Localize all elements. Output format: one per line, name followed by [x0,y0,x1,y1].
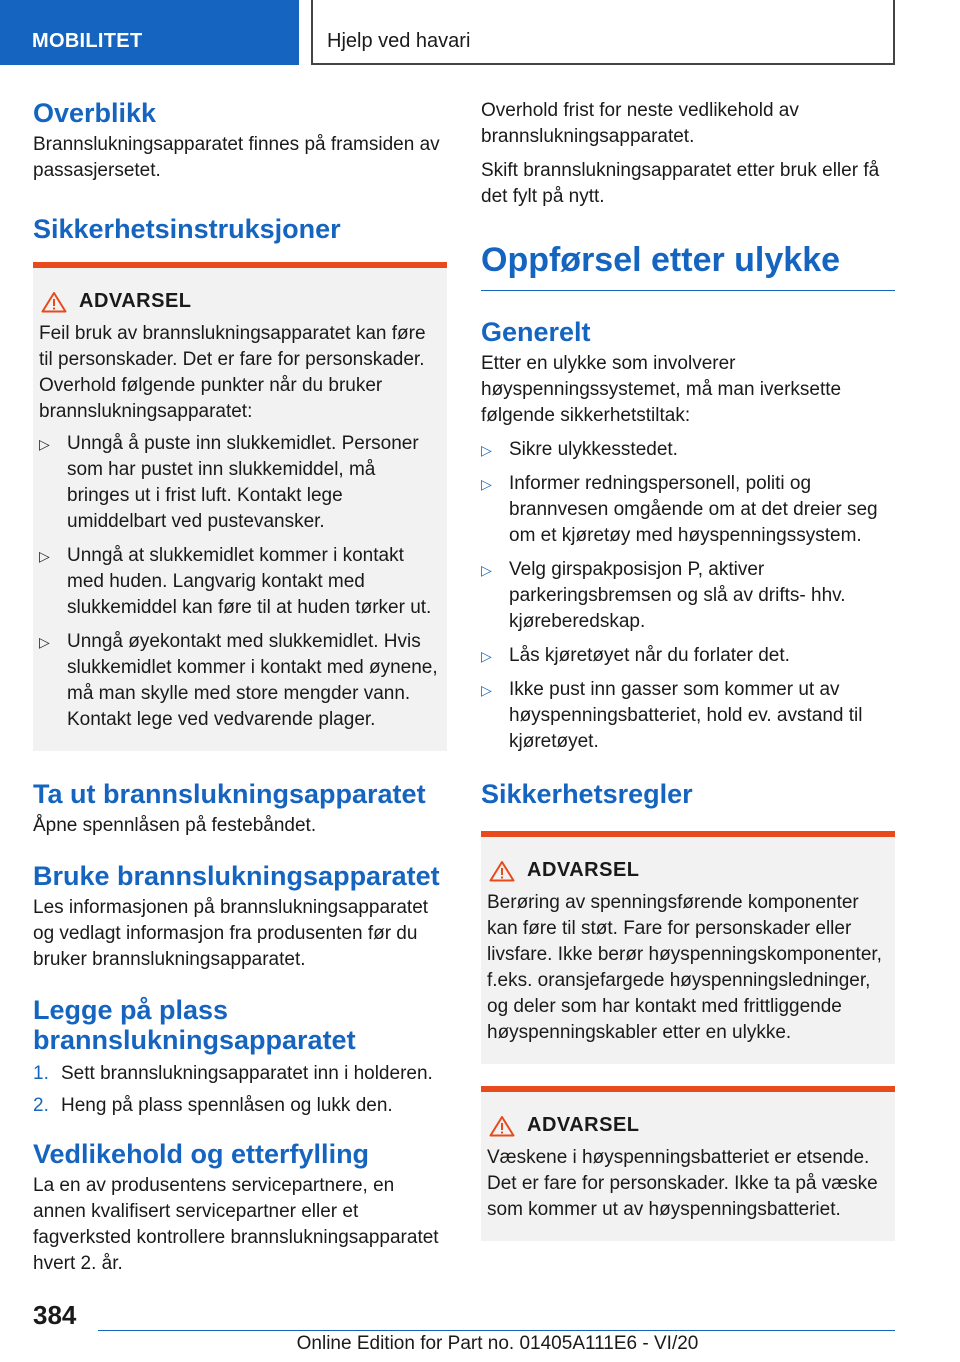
warning-header [487,1114,889,1137]
triangle-bullet-icon: ▷ [39,548,50,564]
list-item: ▷ Unngå å puste inn slukkemidlet. Personer som har pustet inn slukkemiddel, må bringes ut i frist luft. Kontakt lege umiddelbart ved pustevansker. [39,433,419,532]
general-text: Etter en ulykke som involverer høyspenningssystemet, må man iverksette følgende sikkerhetstiltak: [481,353,842,426]
left-column [33,98,447,1277]
triangle-bullet-icon: ▷ [481,682,492,698]
right-column [481,98,895,1241]
list-item: ▷ Velg girspakposisjon P, aktiver parkeringsbremsen og slå av drifts- hhv. kjøreberedskap. [481,559,846,632]
warning-header [39,290,441,313]
list-item: ▷ Lås kjøretøyet når du forlater det. [481,643,895,669]
place-title: Legge på plass brannslukningsapparatet [33,995,356,1055]
triangle-bullet-icon: ▷ [481,476,492,492]
header-section: MOBILITET [0,0,299,65]
triangle-bullet-icon: ▷ [39,436,50,452]
maintenance-text-2: Overhold frist for neste vedlikehold av brannslukningsapparatet. [481,100,799,147]
warning-triangle-icon [489,1115,515,1137]
remove-title: Ta ut brannslukningsapparatet [33,779,426,809]
overview-text: Brannslukningsapparatet finnes på framsiden av passasjersetet. [33,134,440,181]
triangle-bullet-icon: ▷ [481,562,492,578]
place-steps [33,1061,447,1119]
list-item: ▷ Unngå at slukkemidlet kommer i kontakt med huden. Langvarig kontakt med slukkemiddel kan føre til at huden tørker ut. [39,545,432,618]
safety-title: Sikkerhetsinstruksjoner [33,214,341,244]
use-text: Les informasjonen på brannslukningsapparatet og vedlagt informasjon fra produsenten før du bruker brannslukningsapparatet. [33,897,429,970]
maintenance-text-3: Skift brannslukningsapparatet etter bruk eller få det fylt på nytt. [481,160,880,207]
step-item: 2. Heng på plass spennlåsen og lukk den. [33,1095,393,1116]
warning-list [39,431,441,733]
list-item: ▷ Unngå øyekontakt med slukkemidlet. Hvis slukkemidlet kommer i kontakt med øynene, må man skylle med store mengder vann. Kontakt lege ved vedvarende plager. [39,631,438,730]
warning-text: Berøring av spenningsførende komponenter kan føre til støt. Fare for personskader eller livsfare. Ikke berør høyspenningskomponenter, f.eks. oransjefargede høyspenningsledninger, og deler som har kontakt med frittliggende høyspenningskabler etter en ulykke. [487,892,882,1043]
triangle-bullet-icon: ▷ [39,634,50,650]
warning-text: Feil bruk av brannslukningsapparatet kan føre til personskader. Det er fare for personskader. Overhold følgende punkter når du bruker brannslukningsapparatet: [39,323,426,422]
triangle-bullet-icon: ▷ [481,648,492,664]
triangle-bullet-icon: ▷ [481,442,492,458]
list-item: ▷ Sikre ulykkesstedet. [481,437,895,463]
rules-title: Sikkerhetsregler [481,779,693,809]
warning-triangle-icon [41,291,67,313]
list-item: ▷ Ikke pust inn gasser som kommer ut av høyspenningsbatteriet, hold ev. avstand til kjøretøyet. [481,679,863,752]
maintenance-title: Vedlikehold og etterfylling [33,1139,370,1169]
warning-title: ADVARSEL [527,859,640,881]
warning-title: ADVARSEL [527,1114,640,1136]
footer-edition: Online Edition for Part no. 01405A111E6 - VI/20 [296,1333,699,1354]
warning-text: Væskene i høyspenningsbatteriet er etsende. Det er fare for personskader. Ikke ta på væske som kommer ut av høyspenningsbatteriet. [487,1147,878,1220]
header-chapter: Hjelp ved havari [311,0,895,65]
maintenance-text: La en av produsentens servicepartnere, en annen kvalifisert servicepartner eller et fagverksted kontrollere brannslukningsapparatet hvert 2. år. [33,1175,439,1274]
overview-title: Overblikk [33,98,157,128]
page-number: 384 [33,1300,77,1330]
warning-triangle-icon [489,860,515,882]
accident-title: Oppførsel etter ulykke [481,240,895,291]
warning-box-battery-fluid [481,1086,895,1241]
warning-title: ADVARSEL [79,290,192,312]
warning-box-extinguisher [33,262,447,751]
remove-text: Åpne spennlåsen på festebåndet. [33,815,317,836]
warning-box-high-voltage [481,831,895,1064]
list-item: ▷ Informer redningspersonell, politi og brannvesen omgående om at det dreier seg om et kjøretøy med høyspenningssystem. [481,473,878,546]
step-item: 1. Sett brannslukningsapparatet inn i holderen. [33,1063,433,1084]
general-list [481,437,895,755]
use-title: Bruke brannslukningsapparatet [33,861,440,891]
warning-header [487,859,889,882]
footer-divider [98,1330,895,1331]
general-title: Generelt [481,317,591,347]
